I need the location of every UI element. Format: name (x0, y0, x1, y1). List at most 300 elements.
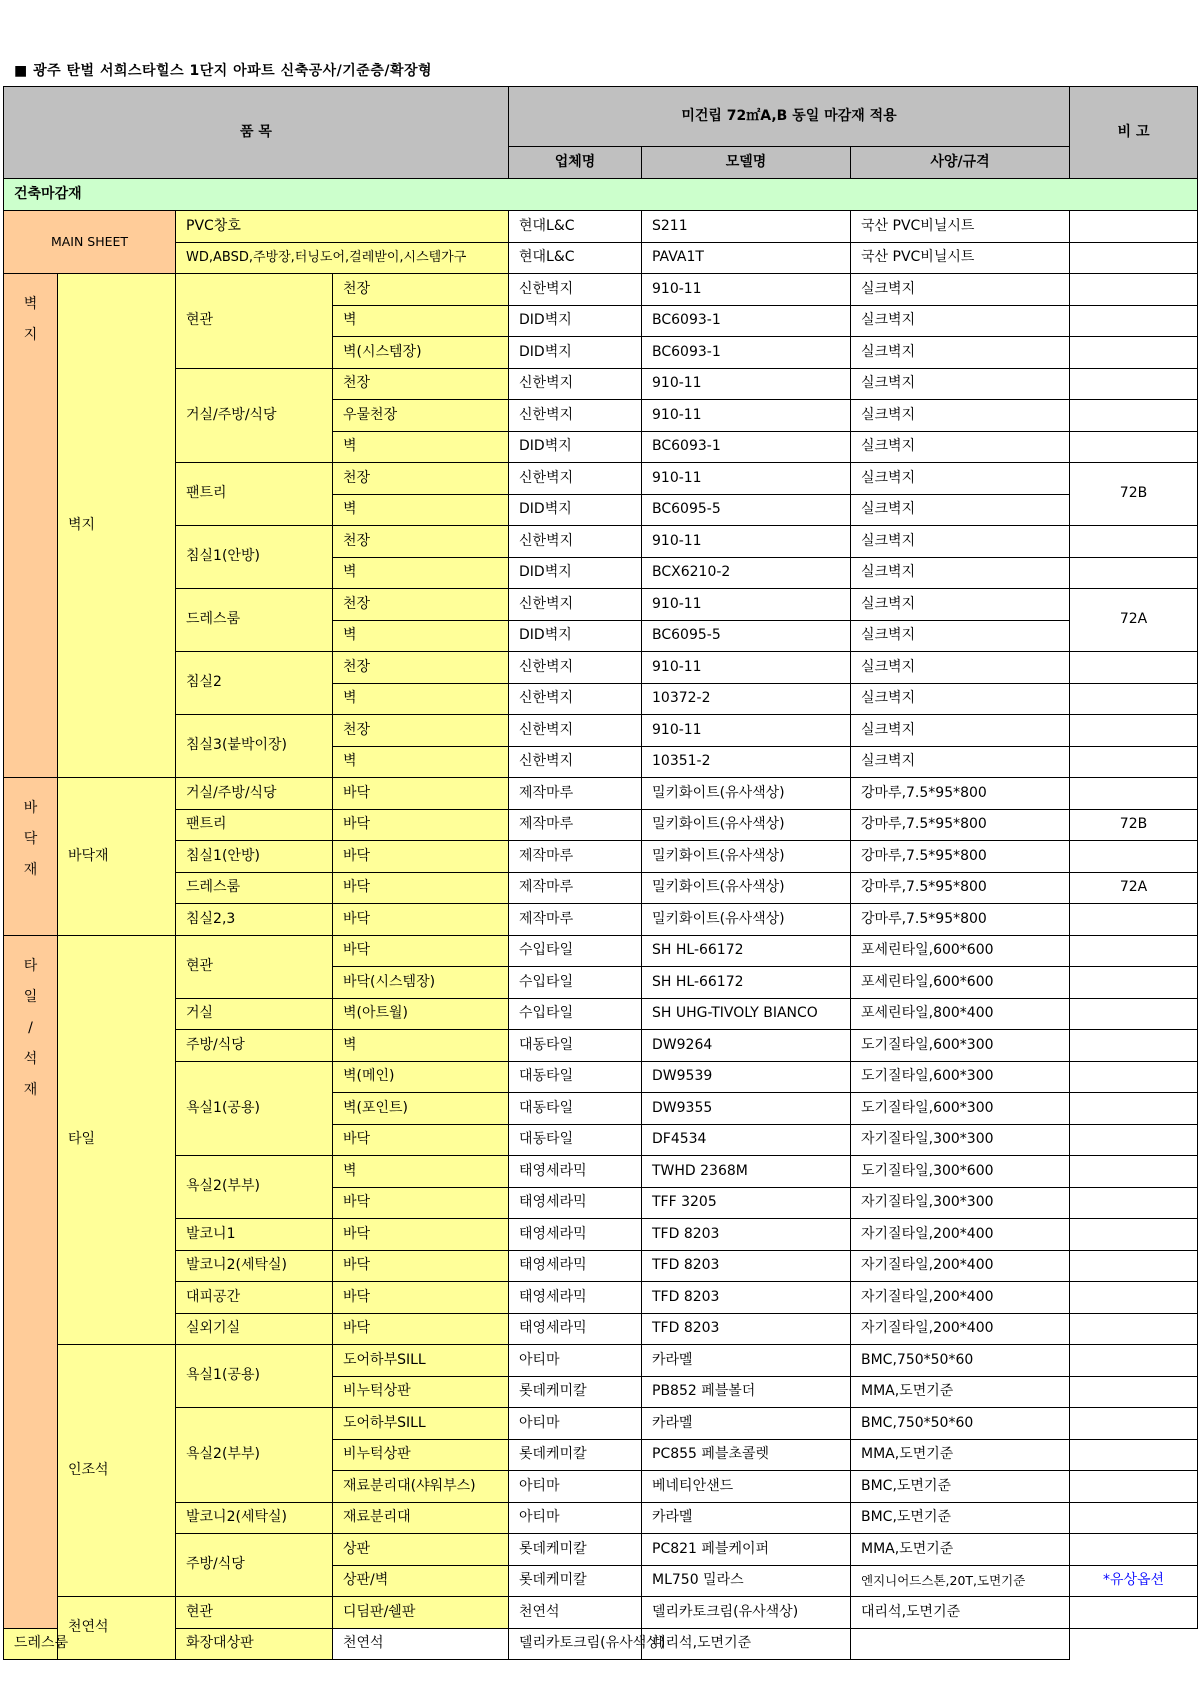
company-cell: 현대L&C (509, 242, 642, 274)
category-char: 벽 (23, 296, 38, 312)
remark-cell (1070, 841, 1198, 873)
company-cell: 아티마 (509, 1471, 642, 1503)
room-cell: 침실3(붙박이장) (176, 715, 333, 778)
model-cell: PC821 페블케이퍼 (642, 1534, 851, 1566)
spec-cell: 자기질타일,300*300 (851, 1124, 1070, 1156)
subcategory-cell: 벽지 (58, 274, 176, 778)
remark-cell (1070, 526, 1198, 558)
room-cell: 주방/식당 (176, 1030, 333, 1062)
spec-cell: 도기질타일,600*300 (851, 1061, 1070, 1093)
spec-cell: 도기질타일,600*300 (851, 1093, 1070, 1125)
table-row (4, 935, 1198, 967)
subcategory-cell: 타일 (58, 935, 176, 1345)
room-cell: 현관 (176, 935, 333, 998)
spec-cell: 대리석,도면기준 (642, 1628, 851, 1660)
company-cell: 대동타일 (509, 1030, 642, 1062)
model-cell: SH HL-66172 (642, 967, 851, 999)
table-row (4, 778, 1198, 810)
company-cell: 태영세라믹 (509, 1156, 642, 1188)
model-cell: 910-11 (642, 526, 851, 558)
remark-cell (1070, 904, 1198, 936)
part-cell: 벽(아트월) (333, 998, 509, 1030)
table-row (4, 463, 1198, 495)
table-row (4, 715, 1198, 747)
table-row (4, 1030, 1198, 1062)
model-cell: 델리카토크림(유사색상) (642, 1597, 851, 1629)
room-cell: 주방/식당 (176, 1534, 333, 1597)
part-cell: 화장대상판 (176, 1628, 333, 1660)
spec-cell: 포세린타일,600*600 (851, 967, 1070, 999)
company-cell: 대동타일 (509, 1124, 642, 1156)
company-cell: DID벽지 (509, 620, 642, 652)
model-cell: SH HL-66172 (642, 935, 851, 967)
category-char: 재 (23, 1081, 38, 1098)
company-cell: 태영세라믹 (509, 1219, 642, 1251)
company-cell: 신한벽지 (509, 683, 642, 715)
company-cell: 현대L&C (509, 211, 642, 243)
spec-cell: 강마루,7.5*95*800 (851, 872, 1070, 904)
header-model: 모델명 (642, 147, 851, 179)
remark-cell (1070, 1345, 1198, 1377)
company-cell: 제작마루 (509, 904, 642, 936)
company-cell: 대동타일 (509, 1061, 642, 1093)
remark-cell (1070, 683, 1198, 715)
company-cell: 태영세라믹 (509, 1187, 642, 1219)
room-cell: 팬트리 (176, 463, 333, 526)
model-cell: 910-11 (642, 463, 851, 495)
part-cell: 벽 (333, 557, 509, 589)
company-cell: 신한벽지 (509, 652, 642, 684)
spec-cell: 강마루,7.5*95*800 (851, 778, 1070, 810)
category-cell (4, 778, 58, 936)
part-cell: 비누턱상판 (333, 1376, 509, 1408)
spec-cell: 강마루,7.5*95*800 (851, 841, 1070, 873)
table-row (4, 1061, 1198, 1093)
part-cell: 바닥 (333, 1219, 509, 1251)
model-cell: SH UHG-TIVOLY BIANCO (642, 998, 851, 1030)
table-row (4, 211, 1198, 243)
model-cell: 910-11 (642, 400, 851, 432)
part-cell: 벽 (333, 431, 509, 463)
table-row (4, 368, 1198, 400)
model-cell: 910-11 (642, 715, 851, 747)
model-cell: PAVA1T (642, 242, 851, 274)
spec-cell: 국산 PVC비닐시트 (851, 242, 1070, 274)
company-cell: 아티마 (509, 1502, 642, 1534)
model-cell: 910-11 (642, 589, 851, 621)
model-cell: PC855 페블초콜렛 (642, 1439, 851, 1471)
spec-cell: MMA,도면기준 (851, 1534, 1070, 1566)
company-cell: 신한벽지 (509, 463, 642, 495)
table-row (4, 652, 1198, 684)
company-cell: 제작마루 (509, 841, 642, 873)
company-cell: 수입타일 (509, 967, 642, 999)
model-cell: 카라멜 (642, 1345, 851, 1377)
spec-cell: 실크벽지 (851, 494, 1070, 526)
spec-cell: 실크벽지 (851, 620, 1070, 652)
table-row (4, 1408, 1198, 1440)
room-cell: 드레스룸 (4, 1628, 58, 1660)
spec-cell: 실크벽지 (851, 274, 1070, 306)
spec-cell: BMC,750*50*60 (851, 1408, 1070, 1440)
spec-cell: 실크벽지 (851, 305, 1070, 337)
part-cell: 바닥 (333, 841, 509, 873)
header-company: 업체명 (509, 147, 642, 179)
company-cell: 아티마 (509, 1345, 642, 1377)
room-cell: 대피공간 (176, 1282, 333, 1314)
spec-cell: 자기질타일,300*300 (851, 1187, 1070, 1219)
remark-cell (1070, 998, 1198, 1030)
table-row (4, 841, 1198, 873)
company-cell: 신한벽지 (509, 746, 642, 778)
part-cell: 상판 (333, 1534, 509, 1566)
model-cell: 밀키화이트(유사색상) (642, 904, 851, 936)
spec-cell: BMC,도면기준 (851, 1471, 1070, 1503)
subcategory-cell: 천연석 (58, 1597, 176, 1660)
spec-cell: BMC,750*50*60 (851, 1345, 1070, 1377)
model-cell: 910-11 (642, 652, 851, 684)
spec-cell: 엔지니어드스톤,20T,도면기준 (851, 1565, 1070, 1597)
part-cell: 천장 (333, 368, 509, 400)
spec-cell: 실크벽지 (851, 526, 1070, 558)
remark-cell (1070, 1250, 1198, 1282)
part-cell: 바닥 (333, 872, 509, 904)
spec-cell: 실크벽지 (851, 652, 1070, 684)
remark-cell (1070, 1534, 1198, 1566)
spec-cell: 도기질타일,300*600 (851, 1156, 1070, 1188)
part-cell: 비누턱상판 (333, 1439, 509, 1471)
table-row (4, 526, 1198, 558)
company-cell: 롯데케미칼 (509, 1565, 642, 1597)
company-cell: 수입타일 (509, 998, 642, 1030)
spec-cell: 대리석,도면기준 (851, 1597, 1070, 1629)
part-cell: 천장 (333, 589, 509, 621)
model-cell: 10372-2 (642, 683, 851, 715)
company-cell: DID벽지 (509, 557, 642, 589)
header-group: 미건립 72㎡A,B 동일 마감재 적용 (509, 87, 1070, 147)
table-row (4, 1156, 1198, 1188)
part-cell: 바닥 (333, 1250, 509, 1282)
part-cell: 재료분리대 (333, 1502, 509, 1534)
model-cell: 밀키화이트(유사색상) (642, 778, 851, 810)
remark-cell (1070, 1030, 1198, 1062)
part-cell: 도어하부SILL (333, 1345, 509, 1377)
company-cell: 롯데케미칼 (509, 1439, 642, 1471)
table-row (4, 1534, 1198, 1566)
model-cell: 카라멜 (642, 1408, 851, 1440)
remark-cell (1070, 431, 1198, 463)
spec-cell: 강마루,7.5*95*800 (851, 809, 1070, 841)
part-cell: 도어하부SILL (333, 1408, 509, 1440)
spec-cell: 실크벽지 (851, 683, 1070, 715)
spec-cell: MMA,도면기준 (851, 1376, 1070, 1408)
table-row (4, 1313, 1198, 1345)
category-char: 바 (23, 800, 38, 816)
spec-cell: 포세린타일,800*400 (851, 998, 1070, 1030)
spec-cell: 실크벽지 (851, 589, 1070, 621)
part-cell: 벽 (333, 1156, 509, 1188)
model-cell: 밀키화이트(유사색상) (642, 809, 851, 841)
remark-cell (1070, 967, 1198, 999)
model-cell: 밀키화이트(유사색상) (642, 872, 851, 904)
spec-cell: 실크벽지 (851, 463, 1070, 495)
spec-cell: 자기질타일,200*400 (851, 1219, 1070, 1251)
model-cell: DF4534 (642, 1124, 851, 1156)
model-cell: ML750 밀라스 (642, 1565, 851, 1597)
room-cell: 욕실1(공용) (176, 1345, 333, 1408)
category-char: 일 (23, 988, 38, 1005)
remark-cell (1070, 652, 1198, 684)
company-cell: 제작마루 (509, 778, 642, 810)
company-cell: 아티마 (509, 1408, 642, 1440)
part-cell: 벽 (333, 305, 509, 337)
remark-cell (1070, 1408, 1198, 1440)
model-cell: DW9264 (642, 1030, 851, 1062)
company-cell: DID벽지 (509, 337, 642, 369)
part-cell: 상판/벽 (333, 1565, 509, 1597)
company-cell: 태영세라믹 (509, 1250, 642, 1282)
part-cell: 바닥(시스템장) (333, 967, 509, 999)
part-cell: 바닥 (333, 904, 509, 936)
table-row (4, 274, 1198, 306)
room-cell: 거실 (176, 998, 333, 1030)
remark-cell (1070, 242, 1198, 274)
remark-cell (1070, 1597, 1198, 1629)
company-cell: 신한벽지 (509, 274, 642, 306)
part-cell: 우물천장 (333, 400, 509, 432)
remark-cell (1070, 274, 1198, 306)
part-cell: 천장 (333, 274, 509, 306)
remark-cell (1070, 1313, 1198, 1345)
table-row (4, 872, 1198, 904)
part-cell: 바닥 (333, 1187, 509, 1219)
model-cell: BC6093-1 (642, 431, 851, 463)
part-cell: 벽 (333, 1030, 509, 1062)
spec-cell: 강마루,7.5*95*800 (851, 904, 1070, 936)
company-cell: 신한벽지 (509, 400, 642, 432)
spec-cell: 실크벽지 (851, 400, 1070, 432)
spec-cell: 실크벽지 (851, 557, 1070, 589)
table-row (4, 1345, 1198, 1377)
room-cell: 욕실2(부부) (176, 1156, 333, 1219)
company-cell: DID벽지 (509, 494, 642, 526)
table-row (4, 809, 1198, 841)
part-cell: 천장 (333, 652, 509, 684)
model-cell: 베네티안샌드 (642, 1471, 851, 1503)
room-cell: 거실/주방/식당 (176, 778, 333, 810)
remark-cell (1070, 778, 1198, 810)
model-cell: S211 (642, 211, 851, 243)
main-sheet-item: WD,ABSD,주방장,터닝도어,걸레받이,시스템가구 (176, 242, 509, 274)
company-cell: 태영세라믹 (509, 1313, 642, 1345)
table-row (4, 904, 1198, 936)
table-row (4, 589, 1198, 621)
spec-cell: 자기질타일,200*400 (851, 1250, 1070, 1282)
spec-cell: 도기질타일,600*300 (851, 1030, 1070, 1062)
category-cell (4, 935, 58, 1628)
company-cell: 신한벽지 (509, 368, 642, 400)
remark-cell (1070, 1471, 1198, 1503)
company-cell: DID벽지 (509, 305, 642, 337)
part-cell: 벽(포인트) (333, 1093, 509, 1125)
model-cell: PB852 페블볼더 (642, 1376, 851, 1408)
spec-cell: 실크벽지 (851, 337, 1070, 369)
category-cell (4, 274, 58, 778)
spec-cell: 실크벽지 (851, 368, 1070, 400)
spec-cell: 포세린타일,600*600 (851, 935, 1070, 967)
room-cell: 드레스룸 (176, 872, 333, 904)
company-cell: 제작마루 (509, 872, 642, 904)
main-sheet-item: PVC창호 (176, 211, 509, 243)
model-cell: BC6095-5 (642, 494, 851, 526)
room-cell: 현관 (176, 274, 333, 369)
part-cell: 천장 (333, 463, 509, 495)
model-cell: 10351-2 (642, 746, 851, 778)
company-cell: DID벽지 (509, 431, 642, 463)
model-cell: BC6093-1 (642, 337, 851, 369)
company-cell: 천연석 (333, 1628, 509, 1660)
table-row (4, 1597, 1198, 1629)
room-cell: 현관 (176, 1597, 333, 1629)
part-cell: 벽(시스템장) (333, 337, 509, 369)
company-cell: 천연석 (509, 1597, 642, 1629)
remark-cell: 72B (1070, 809, 1198, 841)
remark-cell: 72A (1070, 872, 1198, 904)
spec-cell: 실크벽지 (851, 715, 1070, 747)
subcategory-cell: 바닥재 (58, 778, 176, 936)
spec-cell: 실크벽지 (851, 431, 1070, 463)
model-cell: TFD 8203 (642, 1219, 851, 1251)
remark-cell (1070, 715, 1198, 747)
room-cell: 드레스룸 (176, 589, 333, 652)
header-spec: 사양/규격 (851, 147, 1070, 179)
remark-cell (1070, 1439, 1198, 1471)
room-cell: 욕실2(부부) (176, 1408, 333, 1503)
category-char: 타 (23, 957, 38, 974)
spec-cell: 국산 PVC비닐시트 (851, 211, 1070, 243)
table-row (4, 1628, 1198, 1660)
model-cell: 델리카토크림(유사색상) (509, 1628, 642, 1660)
subcategory-cell: 인조석 (58, 1345, 176, 1597)
company-cell: 신한벽지 (509, 589, 642, 621)
company-cell: 신한벽지 (509, 526, 642, 558)
room-cell: 욕실1(공용) (176, 1061, 333, 1156)
category-char: / (28, 1019, 33, 1036)
model-cell: 910-11 (642, 368, 851, 400)
part-cell: 천장 (333, 526, 509, 558)
room-cell: 침실2,3 (176, 904, 333, 936)
remark-cell (1070, 746, 1198, 778)
room-cell: 침실1(안방) (176, 526, 333, 589)
remark-cell (1070, 1156, 1198, 1188)
part-cell: 벽 (333, 683, 509, 715)
model-cell: DW9539 (642, 1061, 851, 1093)
spec-cell: 실크벽지 (851, 746, 1070, 778)
model-cell: TFD 8203 (642, 1282, 851, 1314)
spec-cell: 자기질타일,200*400 (851, 1282, 1070, 1314)
model-cell: TFD 8203 (642, 1250, 851, 1282)
part-cell: 바닥 (333, 1313, 509, 1345)
room-cell: 팬트리 (176, 809, 333, 841)
table-row (4, 1502, 1198, 1534)
header-remark: 비 고 (1070, 87, 1198, 179)
part-cell: 벽 (333, 746, 509, 778)
part-cell: 바닥 (333, 1282, 509, 1314)
model-cell: TWHD 2368M (642, 1156, 851, 1188)
model-cell: BC6095-5 (642, 620, 851, 652)
company-cell: 태영세라믹 (509, 1282, 642, 1314)
model-cell: TFD 8203 (642, 1313, 851, 1345)
room-cell: 발코니2(세탁실) (176, 1250, 333, 1282)
page-title: ■ 광주 탄벌 서희스타힐스 1단지 아파트 신축공사/기준층/확장형 (14, 63, 433, 79)
part-cell: 디딤판/쉘판 (333, 1597, 509, 1629)
remark-cell (1070, 1187, 1198, 1219)
spec-cell: MMA,도면기준 (851, 1439, 1070, 1471)
spec-cell: 자기질타일,200*400 (851, 1313, 1070, 1345)
model-cell: TFF 3205 (642, 1187, 851, 1219)
remark-cell: *유상옵션 (1070, 1565, 1198, 1597)
header-item: 품 목 (4, 87, 509, 179)
part-cell: 재료분리대(샤워부스) (333, 1471, 509, 1503)
table-row (4, 1250, 1198, 1282)
remark-cell (1070, 337, 1198, 369)
part-cell: 천장 (333, 715, 509, 747)
part-cell: 바닥 (333, 809, 509, 841)
model-cell: 910-11 (642, 274, 851, 306)
remark-cell (1070, 557, 1198, 589)
company-cell: 롯데케미칼 (509, 1534, 642, 1566)
model-cell: DW9355 (642, 1093, 851, 1125)
category-char: 지 (23, 327, 38, 343)
room-cell: 침실2 (176, 652, 333, 715)
model-cell: BC6093-1 (642, 305, 851, 337)
company-cell: 수입타일 (509, 935, 642, 967)
table-row (4, 1282, 1198, 1314)
remark-cell (1070, 400, 1198, 432)
table-row (4, 1219, 1198, 1251)
remark-cell (1070, 211, 1198, 243)
room-cell: 발코니2(세탁실) (176, 1502, 333, 1534)
remark-cell (1070, 1124, 1198, 1156)
remark-cell (1070, 368, 1198, 400)
section-title: 건축마감재 (4, 179, 1198, 211)
company-cell: 신한벽지 (509, 715, 642, 747)
remark-cell (1070, 1061, 1198, 1093)
part-cell: 벽 (333, 620, 509, 652)
company-cell: 롯데케미칼 (509, 1376, 642, 1408)
remark-cell: 72B (1070, 463, 1198, 526)
part-cell: 바닥 (333, 935, 509, 967)
remark-cell (1070, 1502, 1198, 1534)
part-cell: 바닥 (333, 1124, 509, 1156)
remark-cell (1070, 1282, 1198, 1314)
remark-cell (1070, 1376, 1198, 1408)
model-cell: BCX6210-2 (642, 557, 851, 589)
model-cell: 밀키화이트(유사색상) (642, 841, 851, 873)
remark-cell (851, 1628, 1070, 1660)
remark-cell (1070, 305, 1198, 337)
spec-cell: BMC,도면기준 (851, 1502, 1070, 1534)
company-cell: 대동타일 (509, 1093, 642, 1125)
table-row (4, 242, 1198, 274)
remark-cell (1070, 1219, 1198, 1251)
part-cell: 벽(메인) (333, 1061, 509, 1093)
room-cell: 실외기실 (176, 1313, 333, 1345)
category-char: 재 (23, 862, 38, 878)
category-char: 석 (23, 1050, 38, 1067)
company-cell: 제작마루 (509, 809, 642, 841)
main-sheet-label: MAIN SHEET (4, 211, 176, 274)
